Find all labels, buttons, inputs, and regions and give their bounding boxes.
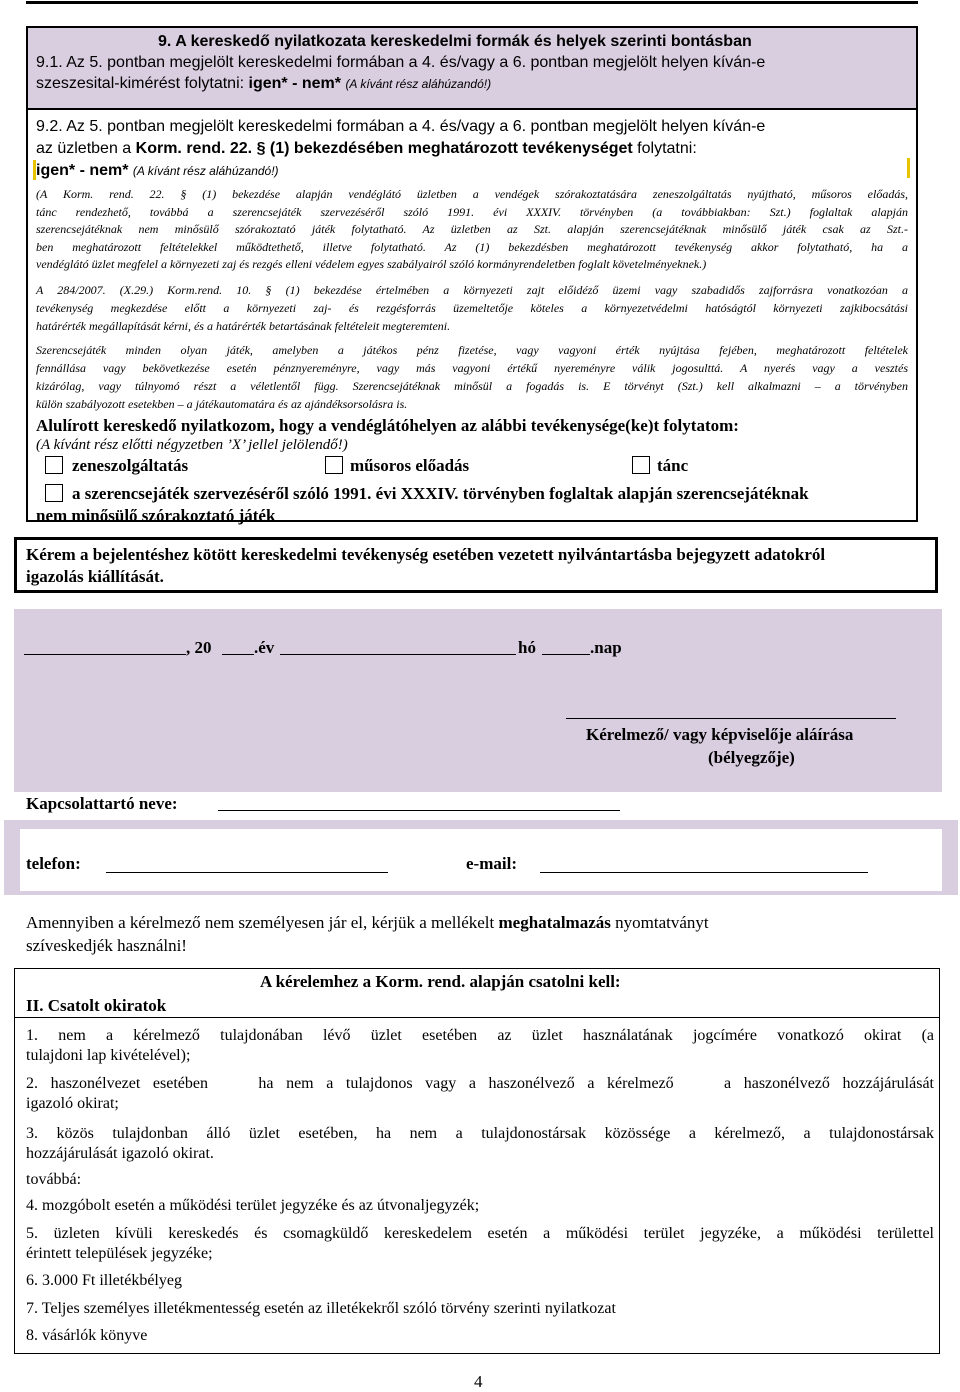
attachments-title: II. Csatolt okiratok bbox=[26, 996, 167, 1015]
phone-label: telefon: bbox=[26, 854, 81, 873]
option-zeneszolgaltatas: zeneszolgáltatás bbox=[72, 456, 189, 475]
year-field[interactable] bbox=[222, 654, 254, 655]
attachment-item-1: 1. nem a kérelmező tulajdonában lévő üzlet esetében az üzlet használatának jogcímére vonatkozó okirat (a tulajdoni lap kivételével); bbox=[26, 1027, 934, 1064]
proxy-line2: szíveskedjék használni! bbox=[26, 936, 187, 955]
option-tanc: tánc bbox=[657, 456, 689, 475]
year-suffix: .év bbox=[254, 638, 275, 657]
attachment-item-6: 6. 3.000 Ft illetékbélyeg bbox=[26, 1272, 182, 1289]
signature-area bbox=[14, 609, 942, 792]
p91-line2: szeszesital-kimérést folytatni: igen* - nem* (A kívánt rész aláhúzandó!) bbox=[36, 75, 492, 92]
request-line1: Kérem a bejelentéshez kötött kereskedelmi tevékenység esetében vezetett nyilvántartásba bejegyzett adatokról bbox=[26, 545, 826, 564]
option-musoros-eloadas: műsoros előadás bbox=[350, 456, 470, 475]
highlight-mark-right bbox=[907, 158, 910, 178]
attachments-divider bbox=[14, 1017, 940, 1018]
checkbox-zeneszolgaltatas[interactable] bbox=[45, 456, 63, 474]
signature-line[interactable] bbox=[566, 718, 896, 719]
attachment-item-5: 5. üzleten kívüli kereskedés és csomagküldő kereskedelem esetén a működési terület jegyzéke, a működési területtel érintett települések jegyzéke; bbox=[26, 1225, 934, 1262]
declaration-note: (A kívánt rész előtti négyzetben ’X’ jellel jelölendő!) bbox=[36, 437, 348, 453]
signer-label: Kérelmező/ vagy képviselője aláírása bbox=[586, 725, 854, 744]
year-prefix: , 20 bbox=[186, 638, 212, 657]
stamp-label: (bélyegzője) bbox=[708, 748, 795, 767]
checkbox-tanc[interactable] bbox=[632, 456, 650, 474]
p92-line3: igen* - nem* (A kívánt rész aláhúzandó!) bbox=[36, 162, 279, 179]
request-line2: igazolás kiállítását. bbox=[26, 567, 164, 586]
top-rule bbox=[26, 1, 918, 4]
p91-yes-no[interactable]: igen* - nem* bbox=[248, 75, 341, 92]
email-label: e-mail: bbox=[466, 854, 517, 873]
month-label: hó bbox=[518, 638, 536, 657]
proxy-line1: Amennyiben a kérelmező nem személyesen jár el, kérjük a mellékelt meghatalmazás nyomtatványt bbox=[26, 913, 709, 932]
phone-field[interactable] bbox=[106, 872, 388, 873]
attachment-item-2: 2. haszonélvezet esetében ha nem a tulajdonos vagy a haszonélvező a kérelmező a haszonélvező hozzájárulását igazoló okirat; bbox=[26, 1075, 934, 1112]
attachment-item-3: 3. közös tulajdonban álló üzlet esetében, ha nem a tulajdonostársak közössége a kérelmező, a tulajdonostársak hozzájárulását igazoló okirat. bbox=[26, 1125, 934, 1162]
quote-korm-rend: (A Korm. rend. 22. § (1) bekezdése alapján vendéglátó üzletben a vendégek szórakoztatására zeneszolgáltatás nyújtható, műsoros előadás, tánc rendezhető, továbbá a szerencsejáték szervezéséről szóló 1991. évi XXXIV. törvényben (a továbbiakban: Szt.) foglaltak alapján szerencsejátéknak nem minősülő szórakoztató játék folytatható. Az üzletben az Szt. alapján szerencsejátéknak minősülő játék csak az Szt.- ben meghatározott feltételekkel működtethető, illetve folytatható. Az (1) bekezdésben meghatározott tevékenység akkor folytatható, ha a vendéglátó üzlet megfelel a környezeti zaj és rezgés elleni védelem egyes szabályairól szóló kormányrendeletben foglalt követelményeknek.) bbox=[36, 187, 908, 271]
month-field[interactable] bbox=[280, 654, 516, 655]
contact-name-label: Kapcsolattartó neve: bbox=[26, 794, 178, 813]
checkbox-musoros-eloadas[interactable] bbox=[325, 456, 343, 474]
contact-name-field[interactable] bbox=[218, 810, 620, 811]
checkbox-szorakoztato-jatek[interactable] bbox=[45, 484, 63, 502]
option-szorakoztato-jatek-l1: a szerencsejáték szervezéséről szóló 1991. évi XXXIV. törvényben foglaltak alapján szerencsejátéknak bbox=[72, 484, 809, 503]
place-field[interactable] bbox=[24, 654, 186, 655]
p92-line2: az üzletben a Korm. rend. 22. § (1) bekezdésében meghatározott tevékenységet folytatni: bbox=[36, 140, 697, 157]
quote-szerencsejatek: Szerencsejáték minden olyan játék, amelyben a játékos pénz fizetése, vagy vagyoni érték nyújtása fejében, meghatározott feltételek fennállása vagy bekövetkezése esetén pénznyereményre, vagy más vagyoni értékű nyereményre válik jogosulttá. A nyerés vagy a vesztés kizárólag, vagy túlnyomó részt a véletlentől függ. Szerencsejátéknak minősül a fogadás is. E törvényt (Szt.) kell alkalmazni – a törvényben külön szabályozott esetekben – a játékautomatára és az ajándéksorsolásra is. bbox=[36, 343, 908, 411]
p92-yes-no[interactable]: igen* - nem* bbox=[36, 162, 129, 179]
option-szorakoztato-jatek-l2: nem minősülő szórakoztató játék bbox=[36, 506, 276, 525]
page-number: 4 bbox=[474, 1372, 483, 1391]
attachment-item-4: 4. mozgóbolt esetén a működési terület jegyzéke és az útvonaljegyzék; bbox=[26, 1197, 480, 1214]
attachment-item-7: 7. Teljes személyes illetékmentesség esetén az illetékekről szóló törvény szerinti nyilatkozat bbox=[26, 1300, 616, 1317]
day-label: .nap bbox=[590, 638, 622, 657]
p91-line1: 9.1. Az 5. pontban megjelölt kereskedelmi formában a 4. és/vagy a 6. pontban megjelölt helyen kíván-e bbox=[36, 54, 766, 71]
section-9-title: 9. A kereskedő nyilatkozata kereskedelmi formák és helyek szerinti bontásban bbox=[158, 33, 752, 50]
quote-zaj: A 284/2007. (X.29.) Korm.rend. 10. § (1) bekezdése értelmében a környezeti zajt előidéző üzemi vagy szabadidős zajforrásra vonatkozóan a tevékenység megkezdése előtt a környezeti zaj- és rezgésforrás üzemeltetője köteles a környezetvédelmi hatóságtól környezeti zajkibocsátási határérték megállapítását kérni, és a határérték betartásának feltételeit megteremteni. bbox=[36, 283, 908, 333]
p92-line1: 9.2. Az 5. pontban megjelölt kereskedelmi formában a 4. és/vagy a 6. pontban megjelölt helyen kíván-e bbox=[36, 118, 766, 135]
declaration: Alulírott kereskedő nyilatkozom, hogy a vendéglátóhelyen az alábbi tevékenysége(ke)t folytatom: bbox=[36, 416, 739, 435]
attachment-item-8: 8. vásárlók könyve bbox=[26, 1327, 148, 1344]
attachments-heading: A kérelemhez a Korm. rend. alapján csatolni kell: bbox=[260, 972, 621, 991]
email-field[interactable] bbox=[540, 872, 868, 873]
attachments-more: továbbá: bbox=[26, 1171, 82, 1188]
proxy-form-link[interactable]: meghatalmazás bbox=[498, 913, 611, 932]
day-field[interactable] bbox=[542, 654, 590, 655]
